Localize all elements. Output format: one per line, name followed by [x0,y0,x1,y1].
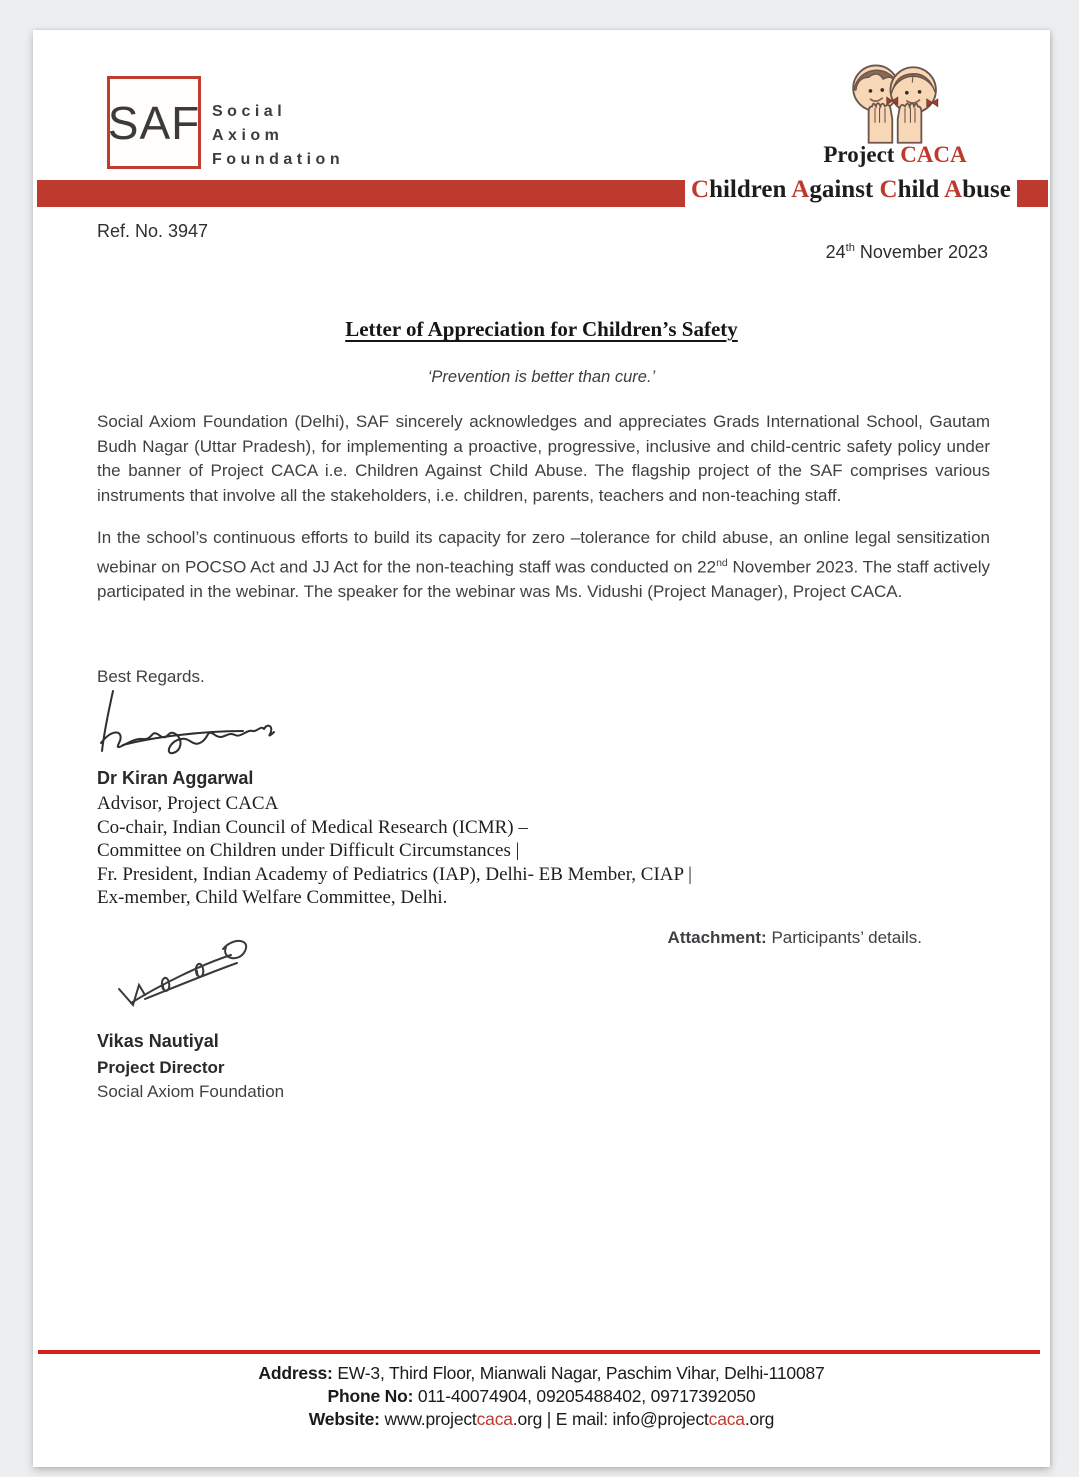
footer-contact-block: Address: EW-3, Third Floor, Mianwali Nagar, Paschim Vihar, Delhi-110087 Phone No: 011-40074904, 09205488402, 09717392050 Website: www.projectcaca.org | E mail: info@projectcaca.org [258,1363,825,1429]
saf-logo-acronym: SAF [107,96,201,149]
signatory2-name: Vikas Nautiyal [97,1031,219,1051]
signatory2-organization: Social Axiom Foundation [97,1082,285,1101]
children-illustration-icon [845,54,945,146]
signature-kiran-aggarwal [93,685,293,775]
banner-bar-right [1017,180,1048,207]
letter-date: 24th November 2023 [825,242,988,262]
banner-bar-left [37,180,685,207]
signature-vikas-nautiyal [105,933,265,1028]
closing-salutation: Best Regards. [97,667,205,686]
banner-tagline: Children Against Child Abuse [691,176,1011,203]
saf-org-name: Social Axiom Foundation [212,103,345,168]
caca-children-icon [845,54,945,151]
paragraph-1: Social Axiom Foundation (Delhi), SAF sincerely acknowledges and appreciates Grads International School, Gautam Budh Nagar (Uttar Pradesh), for implementing a proactive, progressive, inclusive and child-centric safety policy under the banner of Project CACA i.e. Children Against Child Abuse. The flagship project of the SAF comprises various instruments that involve all the stakeholders, i.e. children, parents, teachers and non-teaching staff. [97,412,990,505]
project-caca-wordmark: Project CACA [823,142,967,167]
letter-title: Letter of Appreciation for Children’s Safety [345,317,738,341]
handwritten-signature-icon [105,933,265,1023]
saf-logo [107,76,201,169]
attachment-note: Attachment: Participants’ details. [667,928,922,947]
letter-subtitle: ‘Prevention is better than cure.’ [427,368,656,386]
reference-number: Ref. No. 3947 [97,221,209,241]
signatory2-role: Project Director [97,1058,225,1077]
handwritten-signature-icon [93,685,293,770]
signatory1-name: Dr Kiran Aggarwal [97,768,254,788]
paragraph-2: In the school’s continuous efforts to build its capacity for zero –tolerance for child abuse, an online legal sensitization webinar on POCSO Act and JJ Act for the non-teaching staff was conducted on 22nd November 2023. The staff actively participated in the webinar. The speaker for the webinar was Ms. Vidushi (Project Manager), Project CACA. [97,528,990,601]
letter-page [33,30,1050,1467]
footer-divider [38,1350,1040,1354]
signatory1-roles: Advisor, Project CACA Co-chair, Indian Council of Medical Research (ICMR) – Committee on Children under Difficult Circumstances | Fr. President, Indian Academy of Pediatrics (IAP), Delhi- EB Member, CIAP | Ex-member, Child Welfare Committee, Delhi. [97,793,692,908]
